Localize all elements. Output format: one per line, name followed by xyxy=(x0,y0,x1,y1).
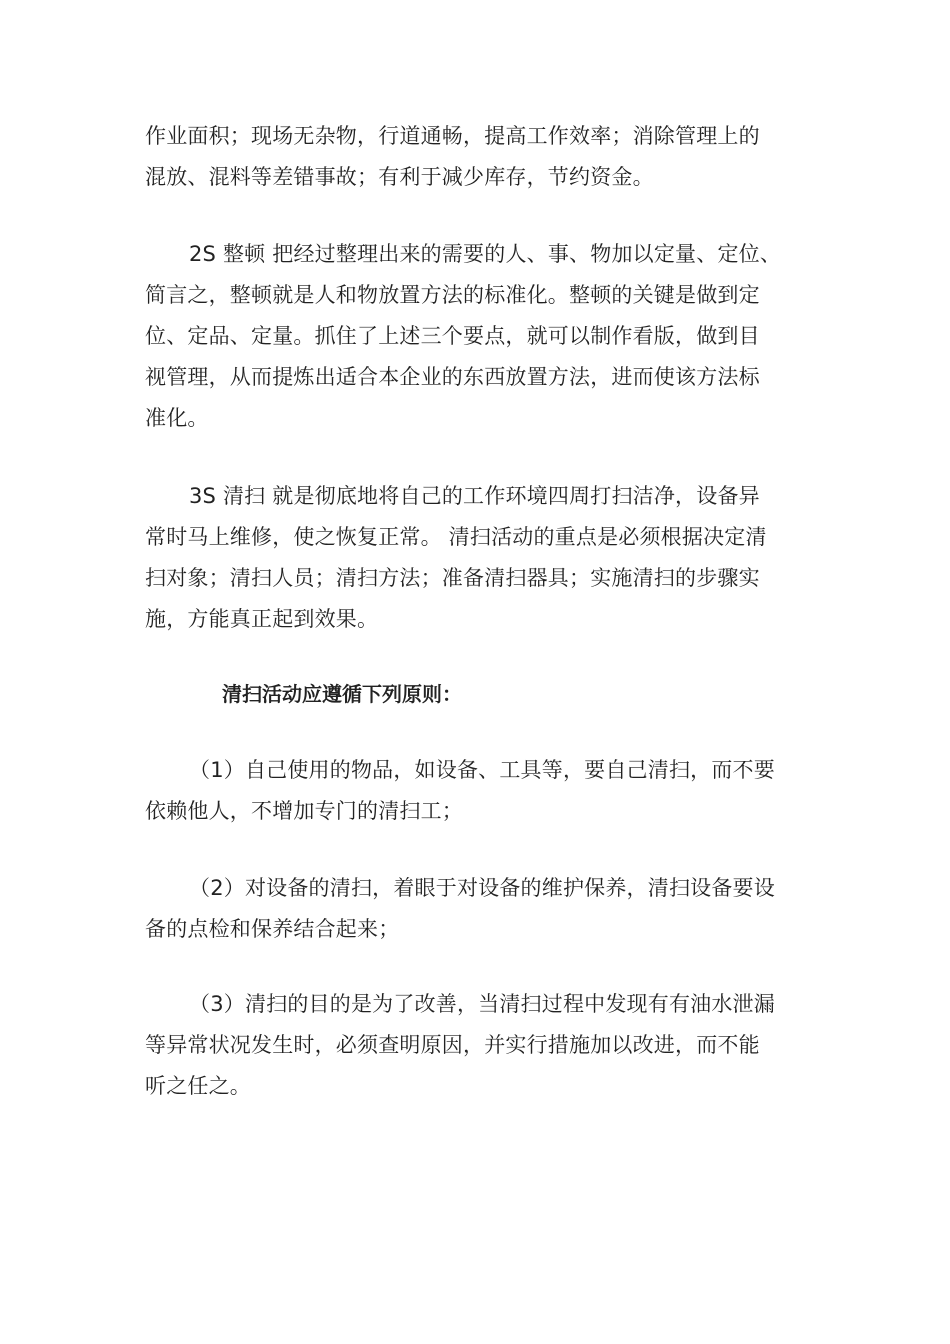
paragraph-3s-seiso xyxy=(145,476,815,640)
principle-item-1 xyxy=(145,750,815,832)
principle-item-2 xyxy=(145,868,815,950)
text-line: 扫对象；清扫人员；清扫方法；准备清扫器具；实施清扫的步骤实 xyxy=(145,566,760,590)
text-line: 备的点检和保养结合起来； xyxy=(145,917,400,941)
text-line: 2S 整顿 把经过整理出来的需要的人、事、物加以定量、定位、 xyxy=(189,242,782,266)
text-line: 视管理，从而提炼出适合本企业的东西放置方法，进而使该方法标 xyxy=(145,365,760,389)
paragraph-2s-seiton xyxy=(145,234,815,439)
text-line: 3S 清扫 就是彻底地将自己的工作环境四周打扫洁净，设备异 xyxy=(189,484,760,508)
text-line: 施，方能真正起到效果。 xyxy=(145,607,379,631)
paragraph-1s-continuation xyxy=(145,116,815,198)
principle-item-3 xyxy=(145,984,815,1107)
text-line: （2）对设备的清扫，着眼于对设备的维护保养，清扫设备要设 xyxy=(189,876,775,900)
text-line: 常时马上维修，使之恢复正常。 清扫活动的重点是必须根据决定清 xyxy=(145,525,767,549)
text-line: 位、定品、定量。抓住了上述三个要点，就可以制作看版，做到目 xyxy=(145,324,760,348)
text-line: （3）清扫的目的是为了改善，当清扫过程中发现有有油水泄漏 xyxy=(189,992,775,1016)
principles-heading: 清扫活动应遵循下列原则： xyxy=(222,682,462,706)
text-line: 依赖他人，不增加专门的清扫工； xyxy=(145,799,463,823)
text-line: 混放、混料等差错事故；有利于减少库存，节约资金。 xyxy=(145,165,654,189)
text-line: 等异常状况发生时，必须查明原因，并实行措施加以改进，而不能 xyxy=(145,1033,760,1057)
text-line: 作业面积；现场无杂物，行道通畅，提高工作效率；消除管理上的 xyxy=(145,124,760,148)
text-line: （1）自己使用的物品，如设备、工具等，要自己清扫，而不要 xyxy=(189,758,775,782)
text-line: 简言之，整顿就是人和物放置方法的标准化。整顿的关键是做到定 xyxy=(145,283,760,307)
text-line: 准化。 xyxy=(145,406,209,430)
text-line: 听之任之。 xyxy=(145,1074,251,1098)
